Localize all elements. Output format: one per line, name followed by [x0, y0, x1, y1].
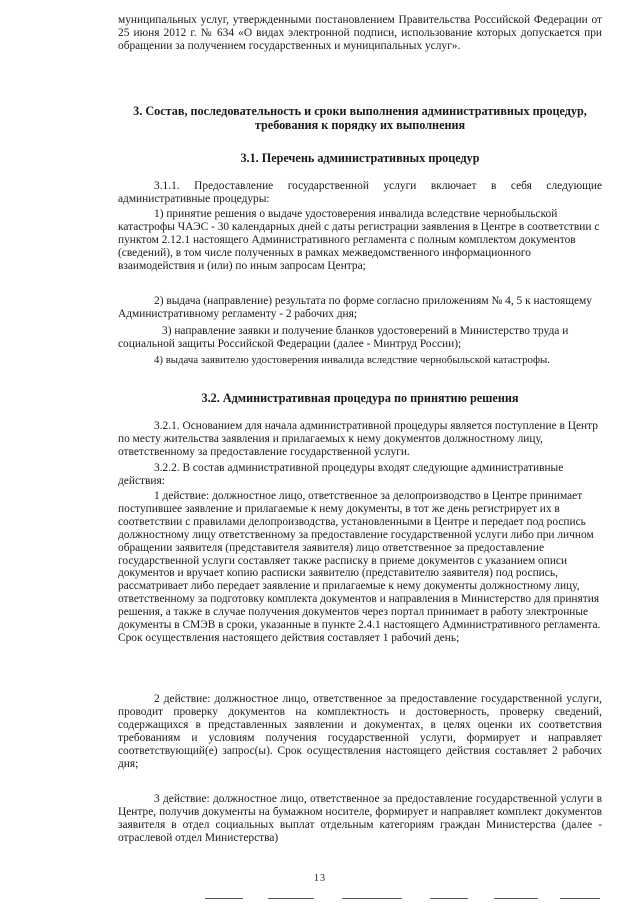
page-number: 13 [314, 873, 326, 884]
list-item-4: 4) выдача заявителю удостоверения инвалида вследствие чернобыльской катастрофы. [154, 354, 550, 366]
footer-rule [342, 898, 402, 899]
heading-3-2: 3.2. Административная процедура по принятию решения [201, 391, 519, 405]
footer-rule [494, 898, 538, 899]
list-item-2: 2) выдача (направление) результата по форме согласно приложениям № 4, 5 к настоящему Административному регламенту - 2 рабочих дня; [118, 295, 592, 320]
paragraph-3-1-1: 3.1.1. Предоставление государственной услуги включает в себя следующие административные процедуры: [118, 180, 602, 205]
list-item-1: 1) принятие решения о выдаче удостоверения инвалида вследствие чернобыльской катастрофы ЧАЭС - 30 календарных дней с даты регистрации заявления в Центре в соответствии с пунктом 2.12.1 настоящего Административного регламента с полным комплектом документов (сведений), в том числе полученных в рамках межведомственного информационного взаимодействия и (или) по иным запросам Центра; [118, 208, 600, 272]
paragraph-action-1: 1 действие: должностное лицо, ответственное за делопроизводство в Центре принимает поступившее заявление и прилагаемые к нему документы, в тот же день регистрирует их в соответствии с правилами делопроизводства, установленными в Центре и передает под роспись должностному лицу ответственному за предоставление государственной услуги либо при личном обращении заявителя (представителя заявителя) лицо ответственное за предоставление государственной услуги составляет также расписку в приеме документов с указанием описи документов и вручает копию расписки заявителю (представителю заявителя) под роспись, рассматривает либо передает заявление и прилагаемые к нему документы должностному лицу, ответственному за подготовку комплекта документов и направления в Министерство для принятия решения, а также в случае получения документов через портал принимает в работу электронные документы в СМЭВ в сроки, указанные в пункте 2.4.1 настоящего Административного регламента. Срок осуществления настоящего действия составляет 1 рабочий день; [118, 490, 601, 644]
footer-rule [268, 898, 314, 899]
paragraph-3-2-2: 3.2.2. В состав административной процедуры входят следующие административные действия: [118, 462, 564, 487]
heading-section-3: 3. Состав, последовательность и сроки выполнения административных процедур, требования к порядку их выполнения [133, 104, 587, 132]
paragraph-3-2-1: 3.2.1. Основанием для начала административной процедуры является поступление в Центр по месту жительства заявления и прилагаемых к нему документов должностному лицу, ответственному за предоставление государственной услуги. [118, 420, 598, 458]
paragraph-intro: муниципальных услуг, утвержденными постановлением Правительства Российской Федерации от 25 июня 2012 г. № 634 «О видах электронной подписи, использование которых допускается при обращении за получением государственных и муниципальных услуг». [118, 14, 602, 52]
list-item-3: 3) направление заявки и получение бланков удостоверений в Министерство труда и социальной защиты Российской Федерации (далее - Минтруд России); [118, 325, 569, 350]
footer-rule [560, 898, 600, 899]
footer-rule [430, 898, 468, 899]
paragraph-action-2: 2 действие: должностное лицо, ответственное за предоставление государственной услуги, проводит проверку документов на комплектность и достоверность, проверку сведений, содержащихся в представленных заявлении и документах, в целях оценки их соответствия требованиям и условиям получения государственной услуги, формирует и направляет соответствующий(е) запрос(ы). Срок осуществления настоящего действия составляет 2 рабочих дня; [118, 693, 602, 770]
heading-3-1: 3.1. Перечень административных процедур [240, 151, 480, 165]
footer-rule [205, 898, 243, 899]
paragraph-action-3: 3 действие: должностное лицо, ответственное за предоставление государственной услуги в Центре, получив документы на бумажном носителе, формирует и направляет комплект документов заявителя в отдел социальных выплат отдельным категориям граждан Министерства (далее - отраслевой отдел Министерства) [118, 793, 602, 844]
